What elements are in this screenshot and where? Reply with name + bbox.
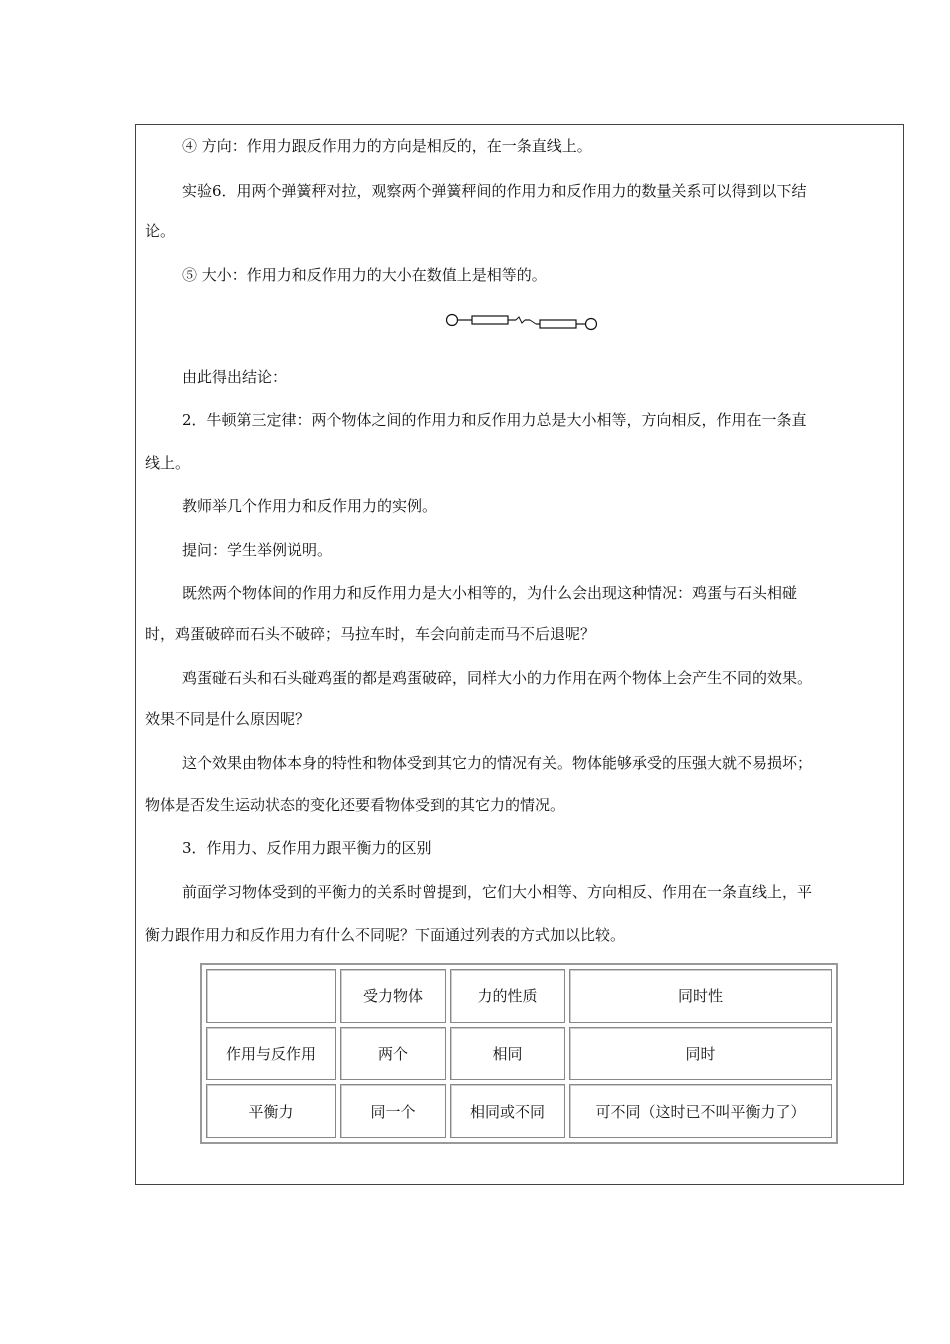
table-header-cell: 力的性质 [450,969,565,1023]
paragraph-conclusion-lead: 由此得出结论： [182,368,288,386]
paragraph-egg-stone-line2: 时，鸡蛋破碎而石头不破碎；马拉车时，车会向前走而马不后退呢？ [145,625,596,643]
paragraph-effect-line1: 鸡蛋碰石头和石头碰鸡蛋的都是鸡蛋破碎，同样大小的力作用在两个物体上会产生不同的效果。 [182,669,813,687]
table-cell: 两个 [340,1027,446,1081]
paragraph-newton-third-law-line1: 2．牛顿第三定律：两个物体之间的作用力和反作用力总是大小相等，方向相反，作用在一条直 [182,411,807,429]
paragraph-effect-line2: 效果不同是什么原因呢？ [145,710,311,728]
paragraph-direction: ④ 方向：作用力跟反作用力的方向是相反的，在一条直线上。 [182,137,592,155]
table-header-row [206,969,832,1023]
paragraph-question: 提问：学生举例说明。 [182,541,333,559]
table-cell: 同时 [569,1027,832,1081]
spring-scale-figure [444,312,600,336]
table-cell: 可不同（这时已不叫平衡力了） [569,1084,832,1138]
paragraph-teacher-examples: 教师举几个作用力和反作用力的实例。 [182,497,438,515]
paragraph-section-3-heading: 3．作用力、反作用力跟平衡力的区别 [182,839,432,857]
paragraph-explanation-line1: 这个效果由物体本身的特性和物体受到其它力的情况有关。物体能够承受的压强大就不易损坏； [182,754,813,772]
table-cell: 相同 [450,1027,565,1081]
table-row [206,1027,832,1081]
paragraph-experiment-line2: 论。 [145,222,176,240]
table-row [206,1084,832,1138]
table-header-cell: 受力物体 [340,969,446,1023]
table-header-cell [206,969,336,1023]
paragraph-newton-third-law-line2: 线上。 [145,454,191,472]
paragraph-balance-line2: 衡力跟作用力和反作用力有什么不同呢？下面通过列表的方式加以比较。 [145,926,626,944]
table-header-cell: 同时性 [569,969,832,1023]
table-cell: 同一个 [340,1084,446,1138]
table-cell: 平衡力 [206,1084,336,1138]
paragraph-explanation-line2: 物体是否发生运动状态的变化还要看物体受到的其它力的情况。 [145,796,566,814]
paragraph-egg-stone-line1: 既然两个物体间的作用力和反作用力是大小相等的，为什么会出现这种情况：鸡蛋与石头相碰 [182,584,798,602]
paragraph-magnitude: ⑤ 大小：作用力和反作用力的大小在数值上是相等的。 [182,266,547,284]
comparison-table [200,963,838,1144]
paragraph-balance-line1: 前面学习物体受到的平衡力的关系时曾提到，它们大小相等、方向相反、作用在一条直线上，平 [182,883,813,901]
table-cell: 相同或不同 [450,1084,565,1138]
paragraph-experiment-line1: 实验6．用两个弹簧秤对拉，观察两个弹簧秤间的作用力和反作用力的数量关系可以得到以下结 [182,182,807,200]
table-cell: 作用与反作用 [206,1027,336,1081]
